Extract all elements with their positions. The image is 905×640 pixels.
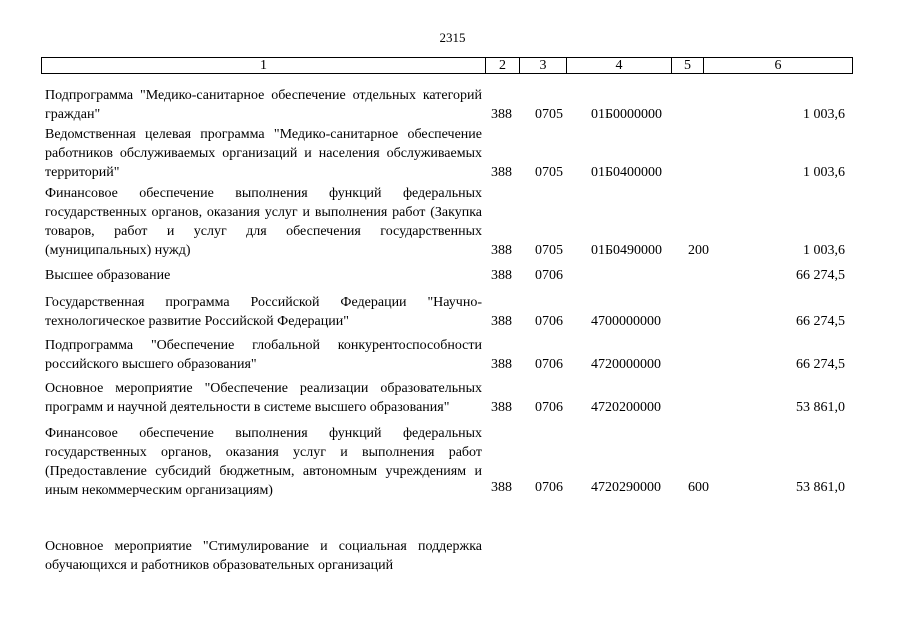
row-code-3: 0705 <box>535 165 563 180</box>
row-code-2: 388 <box>491 268 512 283</box>
table-row <box>45 86 845 124</box>
row-code-5: 600 <box>688 480 709 495</box>
row-amount: 1 003,6 <box>803 165 845 180</box>
row-description: Высшее образование <box>45 268 171 283</box>
row-description: Ведомственная целевая программа "Медико-санитарное обеспечение работников обслуживаемых организаций и населения обслуживаемых территорий" <box>45 127 482 180</box>
row-code-3: 0706 <box>535 400 563 415</box>
table-row <box>45 379 845 417</box>
row-description: Подпрограмма "Медико-санитарное обеспечение отдельных категорий граждан" <box>45 88 482 122</box>
column-header-row <box>42 58 853 74</box>
table-row <box>45 125 845 182</box>
table-row <box>45 184 845 260</box>
table-row <box>45 537 845 575</box>
row-code-2: 388 <box>491 480 512 495</box>
row-code-2: 388 <box>491 165 512 180</box>
row-code-2: 388 <box>491 243 512 258</box>
page-number: 2315 <box>439 30 466 45</box>
row-description: Государственная программа Российской Федерации "Научно-технологическое развитие Российской Федерации" <box>45 295 482 329</box>
row-code-3: 0706 <box>535 357 563 372</box>
row-amount: 1 003,6 <box>803 107 845 122</box>
row-code-2: 388 <box>491 400 512 415</box>
row-code-4: 4720200000 <box>591 400 661 415</box>
table-row <box>45 266 845 285</box>
column-header-table <box>41 57 853 74</box>
table-row <box>45 293 845 331</box>
row-code-2: 388 <box>491 357 512 372</box>
column-header-2: 2 <box>486 58 520 74</box>
row-code-3: 0706 <box>535 268 563 283</box>
row-code-2: 388 <box>491 107 512 122</box>
row-code-4: 4720000000 <box>591 357 661 372</box>
row-description: Подпрограмма "Обеспечение глобальной конкурентоспособности российского высшего образования" <box>45 338 482 372</box>
row-code-4: 01Б0490000 <box>591 243 663 258</box>
column-header-3: 3 <box>520 58 567 74</box>
row-description: Основное мероприятие "Стимулирование и социальная поддержка обучающихся и работников образовательных организаций <box>45 539 482 573</box>
row-amount: 53 861,0 <box>796 400 845 415</box>
row-description: Финансовое обеспечение выполнения функций федеральных государственных органов, оказания услуг и выполнения работ (Закупка товаров, работ и услуг для обеспечения государственных (муниципальных) нужд) <box>45 186 482 258</box>
row-code-5: 200 <box>688 243 709 258</box>
row-description: Основное мероприятие "Обеспечение реализации образовательных программ и научной деятельности в системе высшего образования" <box>45 381 482 415</box>
row-code-2: 388 <box>491 314 512 329</box>
row-amount: 53 861,0 <box>796 480 845 495</box>
row-code-3: 0706 <box>535 314 563 329</box>
row-amount: 66 274,5 <box>796 314 845 329</box>
column-header-1: 1 <box>42 58 486 74</box>
column-header-4: 4 <box>567 58 672 74</box>
row-amount: 66 274,5 <box>796 268 845 283</box>
table-row <box>45 336 845 374</box>
row-description: Финансовое обеспечение выполнения функций федеральных государственных органов, оказания услуг и выполнения работ (Предоставление субсидий бюджетным, автономным учреждениям и иным некоммерческим организациям) <box>45 426 482 498</box>
row-code-4: 4700000000 <box>591 314 661 329</box>
column-header-5: 5 <box>672 58 704 74</box>
row-code-3: 0705 <box>535 243 563 258</box>
row-code-4: 4720290000 <box>591 480 661 495</box>
column-header-6: 6 <box>704 58 853 74</box>
row-code-3: 0705 <box>535 107 563 122</box>
row-amount: 66 274,5 <box>796 357 845 372</box>
row-code-3: 0706 <box>535 480 563 495</box>
row-amount: 1 003,6 <box>803 243 845 258</box>
table-row <box>45 424 845 500</box>
row-code-4: 01Б0400000 <box>591 165 663 180</box>
row-code-4: 01Б0000000 <box>591 107 663 122</box>
